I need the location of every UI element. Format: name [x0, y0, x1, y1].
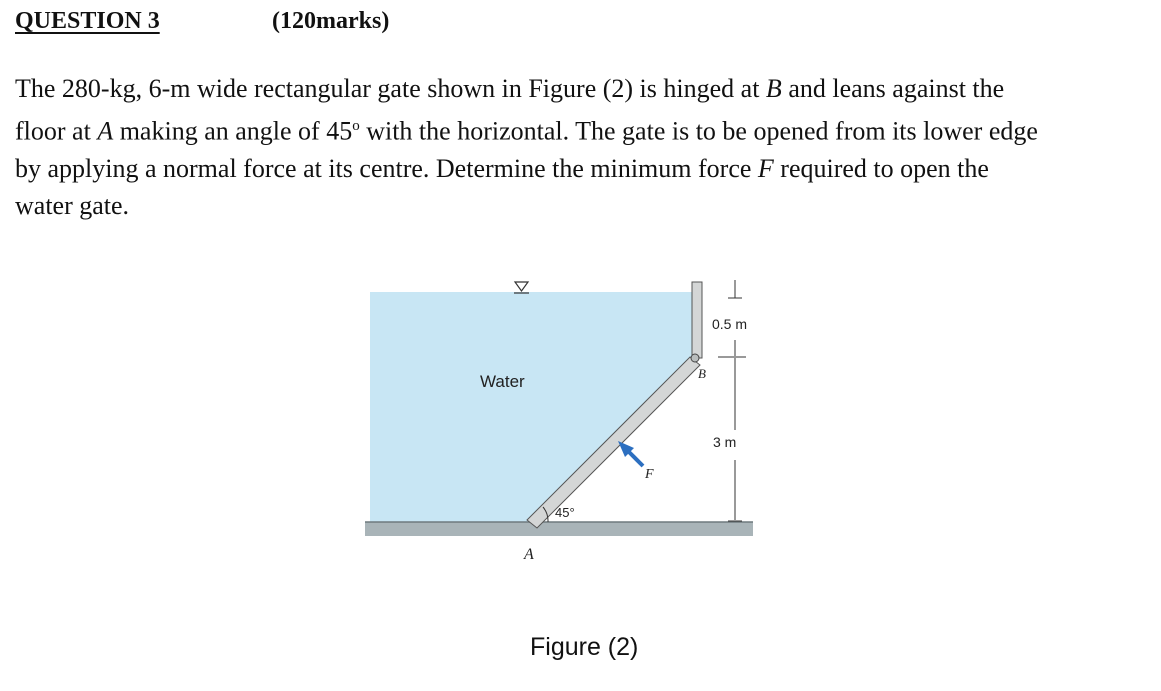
dim-top-label: 0.5 m — [712, 316, 748, 332]
force-label: F — [645, 467, 654, 482]
hinge-b — [691, 354, 699, 362]
dim-height-label: 3 m — [713, 434, 737, 450]
question-title: QUESTION 3 — [15, 8, 160, 34]
figure-caption: Figure (2) — [530, 633, 639, 661]
free-surface-icon — [514, 282, 529, 293]
floor — [365, 522, 753, 536]
problem-line-3: by applying a normal force at its centre. Determine the minimum force F required to open the — [15, 153, 989, 183]
question-marks: (120marks) — [272, 8, 390, 34]
wall — [692, 282, 702, 358]
water-label: Water — [480, 372, 525, 391]
problem-line-1: The 280-kg, 6-m wide rectangular gate shown in Figure (2) is hinged at B and leans against the — [15, 74, 1005, 103]
problem-line-4: water gate. — [15, 191, 130, 221]
force-arrow-icon — [618, 441, 643, 466]
point-a-label: A — [524, 546, 534, 563]
point-b-label: B — [698, 366, 706, 381]
angle-label: 45° — [555, 505, 575, 520]
problem-line-2: floor at A making an angle of 45$^o$ with the horizontal. The gate is to be opened from its lower edge — [15, 116, 1038, 146]
